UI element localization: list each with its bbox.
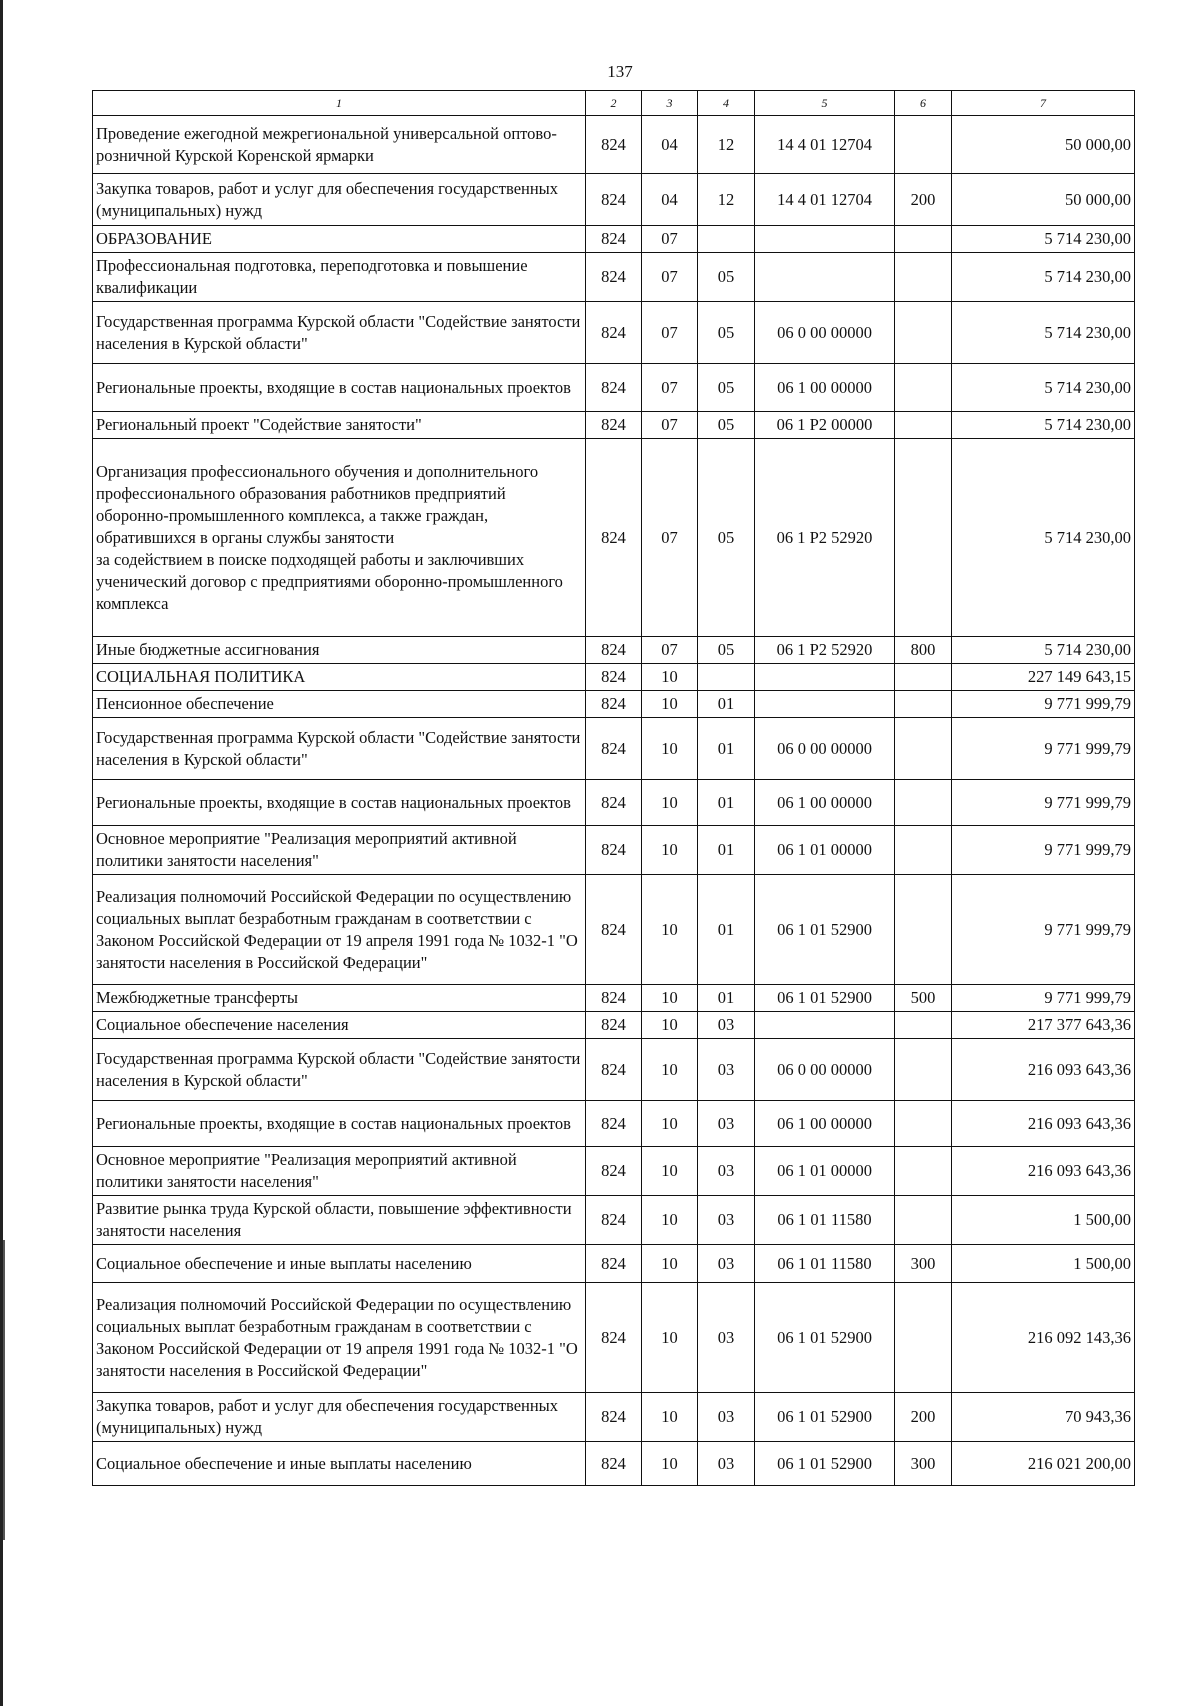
subsection-code-cell: 05 xyxy=(698,364,755,412)
target-article-cell: 06 1 01 52900 xyxy=(755,1283,895,1393)
grbs-code-cell: 824 xyxy=(586,1245,642,1283)
row-name-cell: Региональные проекты, входящие в состав национальных проектов xyxy=(93,364,586,412)
grbs-code-cell: 824 xyxy=(586,780,642,826)
row-name-cell: Пенсионное обеспечение xyxy=(93,691,586,718)
column-header: 6 xyxy=(895,91,952,116)
table-row xyxy=(93,302,1135,364)
subsection-code-cell: 03 xyxy=(698,1147,755,1196)
amount-cell: 5 714 230,00 xyxy=(952,302,1135,364)
target-article-cell: 06 0 00 00000 xyxy=(755,718,895,780)
grbs-code-cell: 824 xyxy=(586,1393,642,1442)
target-article-cell: 06 1 01 00000 xyxy=(755,826,895,875)
table-row xyxy=(93,875,1135,985)
amount-cell: 216 021 200,00 xyxy=(952,1442,1135,1486)
section-code-cell: 07 xyxy=(642,302,698,364)
row-name-cell: Развитие рынка труда Курской области, повышение эффективности занятости населения xyxy=(93,1196,586,1245)
section-code-cell: 10 xyxy=(642,780,698,826)
target-article-cell: 06 1 01 52900 xyxy=(755,985,895,1012)
subsection-code-cell: 05 xyxy=(698,412,755,439)
row-name-cell: Иные бюджетные ассигнования xyxy=(93,637,586,664)
row-name-cell: Реализация полномочий Российской Федерации по осуществлению социальных выплат безработным гражданам в соответствии с Законом Российской Федерации от 19 апреля 1991 года № 1032-1 "О занятости населения в Российской Федерации" xyxy=(93,1283,586,1393)
section-code-cell: 10 xyxy=(642,1442,698,1486)
table-row xyxy=(93,985,1135,1012)
table-row xyxy=(93,1245,1135,1283)
amount-cell: 216 093 643,36 xyxy=(952,1147,1135,1196)
row-name-cell: Основное мероприятие "Реализация мероприятий активной политики занятости населения" xyxy=(93,1147,586,1196)
amount-cell: 5 714 230,00 xyxy=(952,364,1135,412)
expense-type-cell xyxy=(895,116,952,174)
amount-cell: 9 771 999,79 xyxy=(952,826,1135,875)
grbs-code-cell: 824 xyxy=(586,174,642,226)
subsection-code-cell: 12 xyxy=(698,174,755,226)
table-row xyxy=(93,780,1135,826)
section-code-cell: 10 xyxy=(642,826,698,875)
section-code-cell: 07 xyxy=(642,439,698,637)
target-article-cell xyxy=(755,253,895,302)
subsection-code-cell: 03 xyxy=(698,1039,755,1101)
row-name-cell: ОБРАЗОВАНИЕ xyxy=(93,226,586,253)
amount-cell: 5 714 230,00 xyxy=(952,637,1135,664)
table-row xyxy=(93,1101,1135,1147)
expense-type-cell: 300 xyxy=(895,1442,952,1486)
grbs-code-cell: 824 xyxy=(586,718,642,780)
grbs-code-cell: 824 xyxy=(586,1442,642,1486)
grbs-code-cell: 824 xyxy=(586,364,642,412)
expense-type-cell xyxy=(895,1039,952,1101)
subsection-code-cell: 01 xyxy=(698,985,755,1012)
expense-type-cell xyxy=(895,1147,952,1196)
expense-type-cell xyxy=(895,1012,952,1039)
section-code-cell: 07 xyxy=(642,364,698,412)
section-code-cell: 07 xyxy=(642,412,698,439)
grbs-code-cell: 824 xyxy=(586,1196,642,1245)
table-row xyxy=(93,826,1135,875)
grbs-code-cell: 824 xyxy=(586,637,642,664)
subsection-code-cell xyxy=(698,226,755,253)
expense-type-cell: 800 xyxy=(895,637,952,664)
table-row xyxy=(93,718,1135,780)
table-row xyxy=(93,664,1135,691)
amount-cell: 9 771 999,79 xyxy=(952,985,1135,1012)
row-name-cell: Социальное обеспечение и иные выплаты населению xyxy=(93,1442,586,1486)
expense-type-cell xyxy=(895,1101,952,1147)
expense-type-cell xyxy=(895,664,952,691)
section-code-cell: 10 xyxy=(642,718,698,780)
column-header: 1 xyxy=(93,91,586,116)
grbs-code-cell: 824 xyxy=(586,1012,642,1039)
expense-type-cell: 200 xyxy=(895,174,952,226)
expense-type-cell: 200 xyxy=(895,1393,952,1442)
subsection-code-cell: 01 xyxy=(698,826,755,875)
row-name-cell: Проведение ежегодной межрегиональной универсальной оптово-розничной Курской Коренской ярмарки xyxy=(93,116,586,174)
expense-type-cell xyxy=(895,439,952,637)
grbs-code-cell: 824 xyxy=(586,826,642,875)
expense-type-cell xyxy=(895,718,952,780)
subsection-code-cell: 01 xyxy=(698,780,755,826)
amount-cell: 9 771 999,79 xyxy=(952,718,1135,780)
target-article-cell: 14 4 01 12704 xyxy=(755,116,895,174)
row-name-cell: Профессиональная подготовка, переподготовка и повышение квалификации xyxy=(93,253,586,302)
amount-cell: 227 149 643,15 xyxy=(952,664,1135,691)
row-name-cell: Региональные проекты, входящие в состав национальных проектов xyxy=(93,1101,586,1147)
target-article-cell: 06 1 01 52900 xyxy=(755,1393,895,1442)
row-name-cell: Организация профессионального обучения и дополнительного профессионального образования работников предприятий оборонно-промышленного комплекса, а также граждан, обратившихся в органы службы занятости за содействием в поиске подходящей работы и заключивших ученический договор с предприятиями оборонно-промышленного комплекса xyxy=(93,439,586,637)
expense-type-cell xyxy=(895,364,952,412)
target-article-cell xyxy=(755,226,895,253)
subsection-code-cell: 03 xyxy=(698,1245,755,1283)
target-article-cell: 06 1 00 00000 xyxy=(755,364,895,412)
subsection-code-cell: 03 xyxy=(698,1283,755,1393)
amount-cell: 70 943,36 xyxy=(952,1393,1135,1442)
table-row xyxy=(93,1283,1135,1393)
row-name-cell: Закупка товаров, работ и услуг для обеспечения государственных (муниципальных) нужд xyxy=(93,174,586,226)
row-name-cell: Региональные проекты, входящие в состав национальных проектов xyxy=(93,780,586,826)
subsection-code-cell: 03 xyxy=(698,1442,755,1486)
target-article-cell xyxy=(755,691,895,718)
subsection-code-cell: 01 xyxy=(698,875,755,985)
target-article-cell xyxy=(755,1012,895,1039)
section-code-cell: 10 xyxy=(642,1245,698,1283)
target-article-cell: 06 1 00 00000 xyxy=(755,1101,895,1147)
grbs-code-cell: 824 xyxy=(586,875,642,985)
table-row xyxy=(93,253,1135,302)
subsection-code-cell: 05 xyxy=(698,253,755,302)
target-article-cell: 06 1 01 11580 xyxy=(755,1196,895,1245)
target-article-cell: 06 1 P2 00000 xyxy=(755,412,895,439)
row-name-cell: Реализация полномочий Российской Федерации по осуществлению социальных выплат безработным гражданам в соответствии с Законом Российской Федерации от 19 апреля 1991 года № 1032-1 "О занятости населения в Российской Федерации" xyxy=(93,875,586,985)
subsection-code-cell xyxy=(698,664,755,691)
table-row xyxy=(93,1196,1135,1245)
expense-type-cell xyxy=(895,826,952,875)
grbs-code-cell: 824 xyxy=(586,439,642,637)
target-article-cell: 06 0 00 00000 xyxy=(755,302,895,364)
expense-type-cell xyxy=(895,253,952,302)
table-row xyxy=(93,1012,1135,1039)
row-name-cell: Основное мероприятие "Реализация мероприятий активной политики занятости населения" xyxy=(93,826,586,875)
grbs-code-cell: 824 xyxy=(586,1147,642,1196)
amount-cell: 5 714 230,00 xyxy=(952,226,1135,253)
target-article-cell: 06 1 00 00000 xyxy=(755,780,895,826)
amount-cell: 1 500,00 xyxy=(952,1196,1135,1245)
row-name-cell: Региональный проект "Содействие занятости" xyxy=(93,412,586,439)
target-article-cell: 06 1 01 52900 xyxy=(755,875,895,985)
section-code-cell: 07 xyxy=(642,253,698,302)
table-row xyxy=(93,116,1135,174)
scan-edge-mark xyxy=(3,1240,5,1540)
target-article-cell xyxy=(755,664,895,691)
section-code-cell: 10 xyxy=(642,1012,698,1039)
subsection-code-cell: 03 xyxy=(698,1012,755,1039)
column-header: 2 xyxy=(586,91,642,116)
target-article-cell: 06 1 01 11580 xyxy=(755,1245,895,1283)
expense-type-cell xyxy=(895,1283,952,1393)
section-code-cell: 10 xyxy=(642,1039,698,1101)
column-header: 5 xyxy=(755,91,895,116)
section-code-cell: 07 xyxy=(642,637,698,664)
grbs-code-cell: 824 xyxy=(586,985,642,1012)
row-name-cell: Государственная программа Курской области "Содействие занятости населения в Курской области" xyxy=(93,302,586,364)
section-code-cell: 07 xyxy=(642,226,698,253)
expense-type-cell xyxy=(895,780,952,826)
grbs-code-cell: 824 xyxy=(586,226,642,253)
section-code-cell: 10 xyxy=(642,985,698,1012)
grbs-code-cell: 824 xyxy=(586,1039,642,1101)
row-name-cell: Социальное обеспечение населения xyxy=(93,1012,586,1039)
row-name-cell: Государственная программа Курской области "Содействие занятости населения в Курской области" xyxy=(93,1039,586,1101)
section-code-cell: 10 xyxy=(642,1283,698,1393)
table-header-row xyxy=(93,91,1135,116)
section-code-cell: 04 xyxy=(642,116,698,174)
column-header: 4 xyxy=(698,91,755,116)
target-article-cell: 06 1 01 00000 xyxy=(755,1147,895,1196)
target-article-cell: 06 1 P2 52920 xyxy=(755,439,895,637)
amount-cell: 217 377 643,36 xyxy=(952,1012,1135,1039)
amount-cell: 216 093 643,36 xyxy=(952,1039,1135,1101)
table-row xyxy=(93,1393,1135,1442)
target-article-cell: 14 4 01 12704 xyxy=(755,174,895,226)
table-row xyxy=(93,226,1135,253)
row-name-cell: Межбюджетные трансферты xyxy=(93,985,586,1012)
grbs-code-cell: 824 xyxy=(586,412,642,439)
table-row xyxy=(93,174,1135,226)
amount-cell: 5 714 230,00 xyxy=(952,253,1135,302)
section-code-cell: 04 xyxy=(642,174,698,226)
grbs-code-cell: 824 xyxy=(586,691,642,718)
table-row xyxy=(93,412,1135,439)
table-row xyxy=(93,364,1135,412)
table-row xyxy=(93,1147,1135,1196)
subsection-code-cell: 03 xyxy=(698,1393,755,1442)
table-row xyxy=(93,439,1135,637)
amount-cell: 50 000,00 xyxy=(952,174,1135,226)
section-code-cell: 10 xyxy=(642,664,698,691)
row-name-cell: Социальное обеспечение и иные выплаты населению xyxy=(93,1245,586,1283)
subsection-code-cell: 03 xyxy=(698,1196,755,1245)
table-row xyxy=(93,1039,1135,1101)
budget-table xyxy=(92,90,1135,1486)
amount-cell: 5 714 230,00 xyxy=(952,439,1135,637)
target-article-cell: 06 1 P2 52920 xyxy=(755,637,895,664)
table-row xyxy=(93,637,1135,664)
subsection-code-cell: 12 xyxy=(698,116,755,174)
amount-cell: 9 771 999,79 xyxy=(952,691,1135,718)
subsection-code-cell: 03 xyxy=(698,1101,755,1147)
amount-cell: 9 771 999,79 xyxy=(952,875,1135,985)
expense-type-cell xyxy=(895,302,952,364)
expense-type-cell xyxy=(895,1196,952,1245)
section-code-cell: 10 xyxy=(642,1393,698,1442)
amount-cell: 1 500,00 xyxy=(952,1245,1135,1283)
grbs-code-cell: 824 xyxy=(586,253,642,302)
subsection-code-cell: 05 xyxy=(698,637,755,664)
amount-cell: 50 000,00 xyxy=(952,116,1135,174)
subsection-code-cell: 01 xyxy=(698,718,755,780)
grbs-code-cell: 824 xyxy=(586,1283,642,1393)
subsection-code-cell: 05 xyxy=(698,302,755,364)
column-header: 7 xyxy=(952,91,1135,116)
grbs-code-cell: 824 xyxy=(586,302,642,364)
amount-cell: 5 714 230,00 xyxy=(952,412,1135,439)
table-row xyxy=(93,691,1135,718)
target-article-cell: 06 1 01 52900 xyxy=(755,1442,895,1486)
row-name-cell: Закупка товаров, работ и услуг для обеспечения государственных (муниципальных) нужд xyxy=(93,1393,586,1442)
section-code-cell: 10 xyxy=(642,1101,698,1147)
section-code-cell: 10 xyxy=(642,1196,698,1245)
grbs-code-cell: 824 xyxy=(586,116,642,174)
expense-type-cell xyxy=(895,226,952,253)
expense-type-cell: 300 xyxy=(895,1245,952,1283)
expense-type-cell xyxy=(895,412,952,439)
section-code-cell: 10 xyxy=(642,1147,698,1196)
row-name-cell: СОЦИАЛЬНАЯ ПОЛИТИКА xyxy=(93,664,586,691)
grbs-code-cell: 824 xyxy=(586,664,642,691)
table-row xyxy=(93,1442,1135,1486)
column-header: 3 xyxy=(642,91,698,116)
expense-type-cell xyxy=(895,875,952,985)
grbs-code-cell: 824 xyxy=(586,1101,642,1147)
page-number: 137 xyxy=(607,62,633,81)
section-code-cell: 10 xyxy=(642,691,698,718)
row-name-cell: Государственная программа Курской области "Содействие занятости населения в Курской области" xyxy=(93,718,586,780)
subsection-code-cell: 05 xyxy=(698,439,755,637)
amount-cell: 216 092 143,36 xyxy=(952,1283,1135,1393)
subsection-code-cell: 01 xyxy=(698,691,755,718)
section-code-cell: 10 xyxy=(642,875,698,985)
expense-type-cell xyxy=(895,691,952,718)
amount-cell: 216 093 643,36 xyxy=(952,1101,1135,1147)
amount-cell: 9 771 999,79 xyxy=(952,780,1135,826)
target-article-cell: 06 0 00 00000 xyxy=(755,1039,895,1101)
expense-type-cell: 500 xyxy=(895,985,952,1012)
